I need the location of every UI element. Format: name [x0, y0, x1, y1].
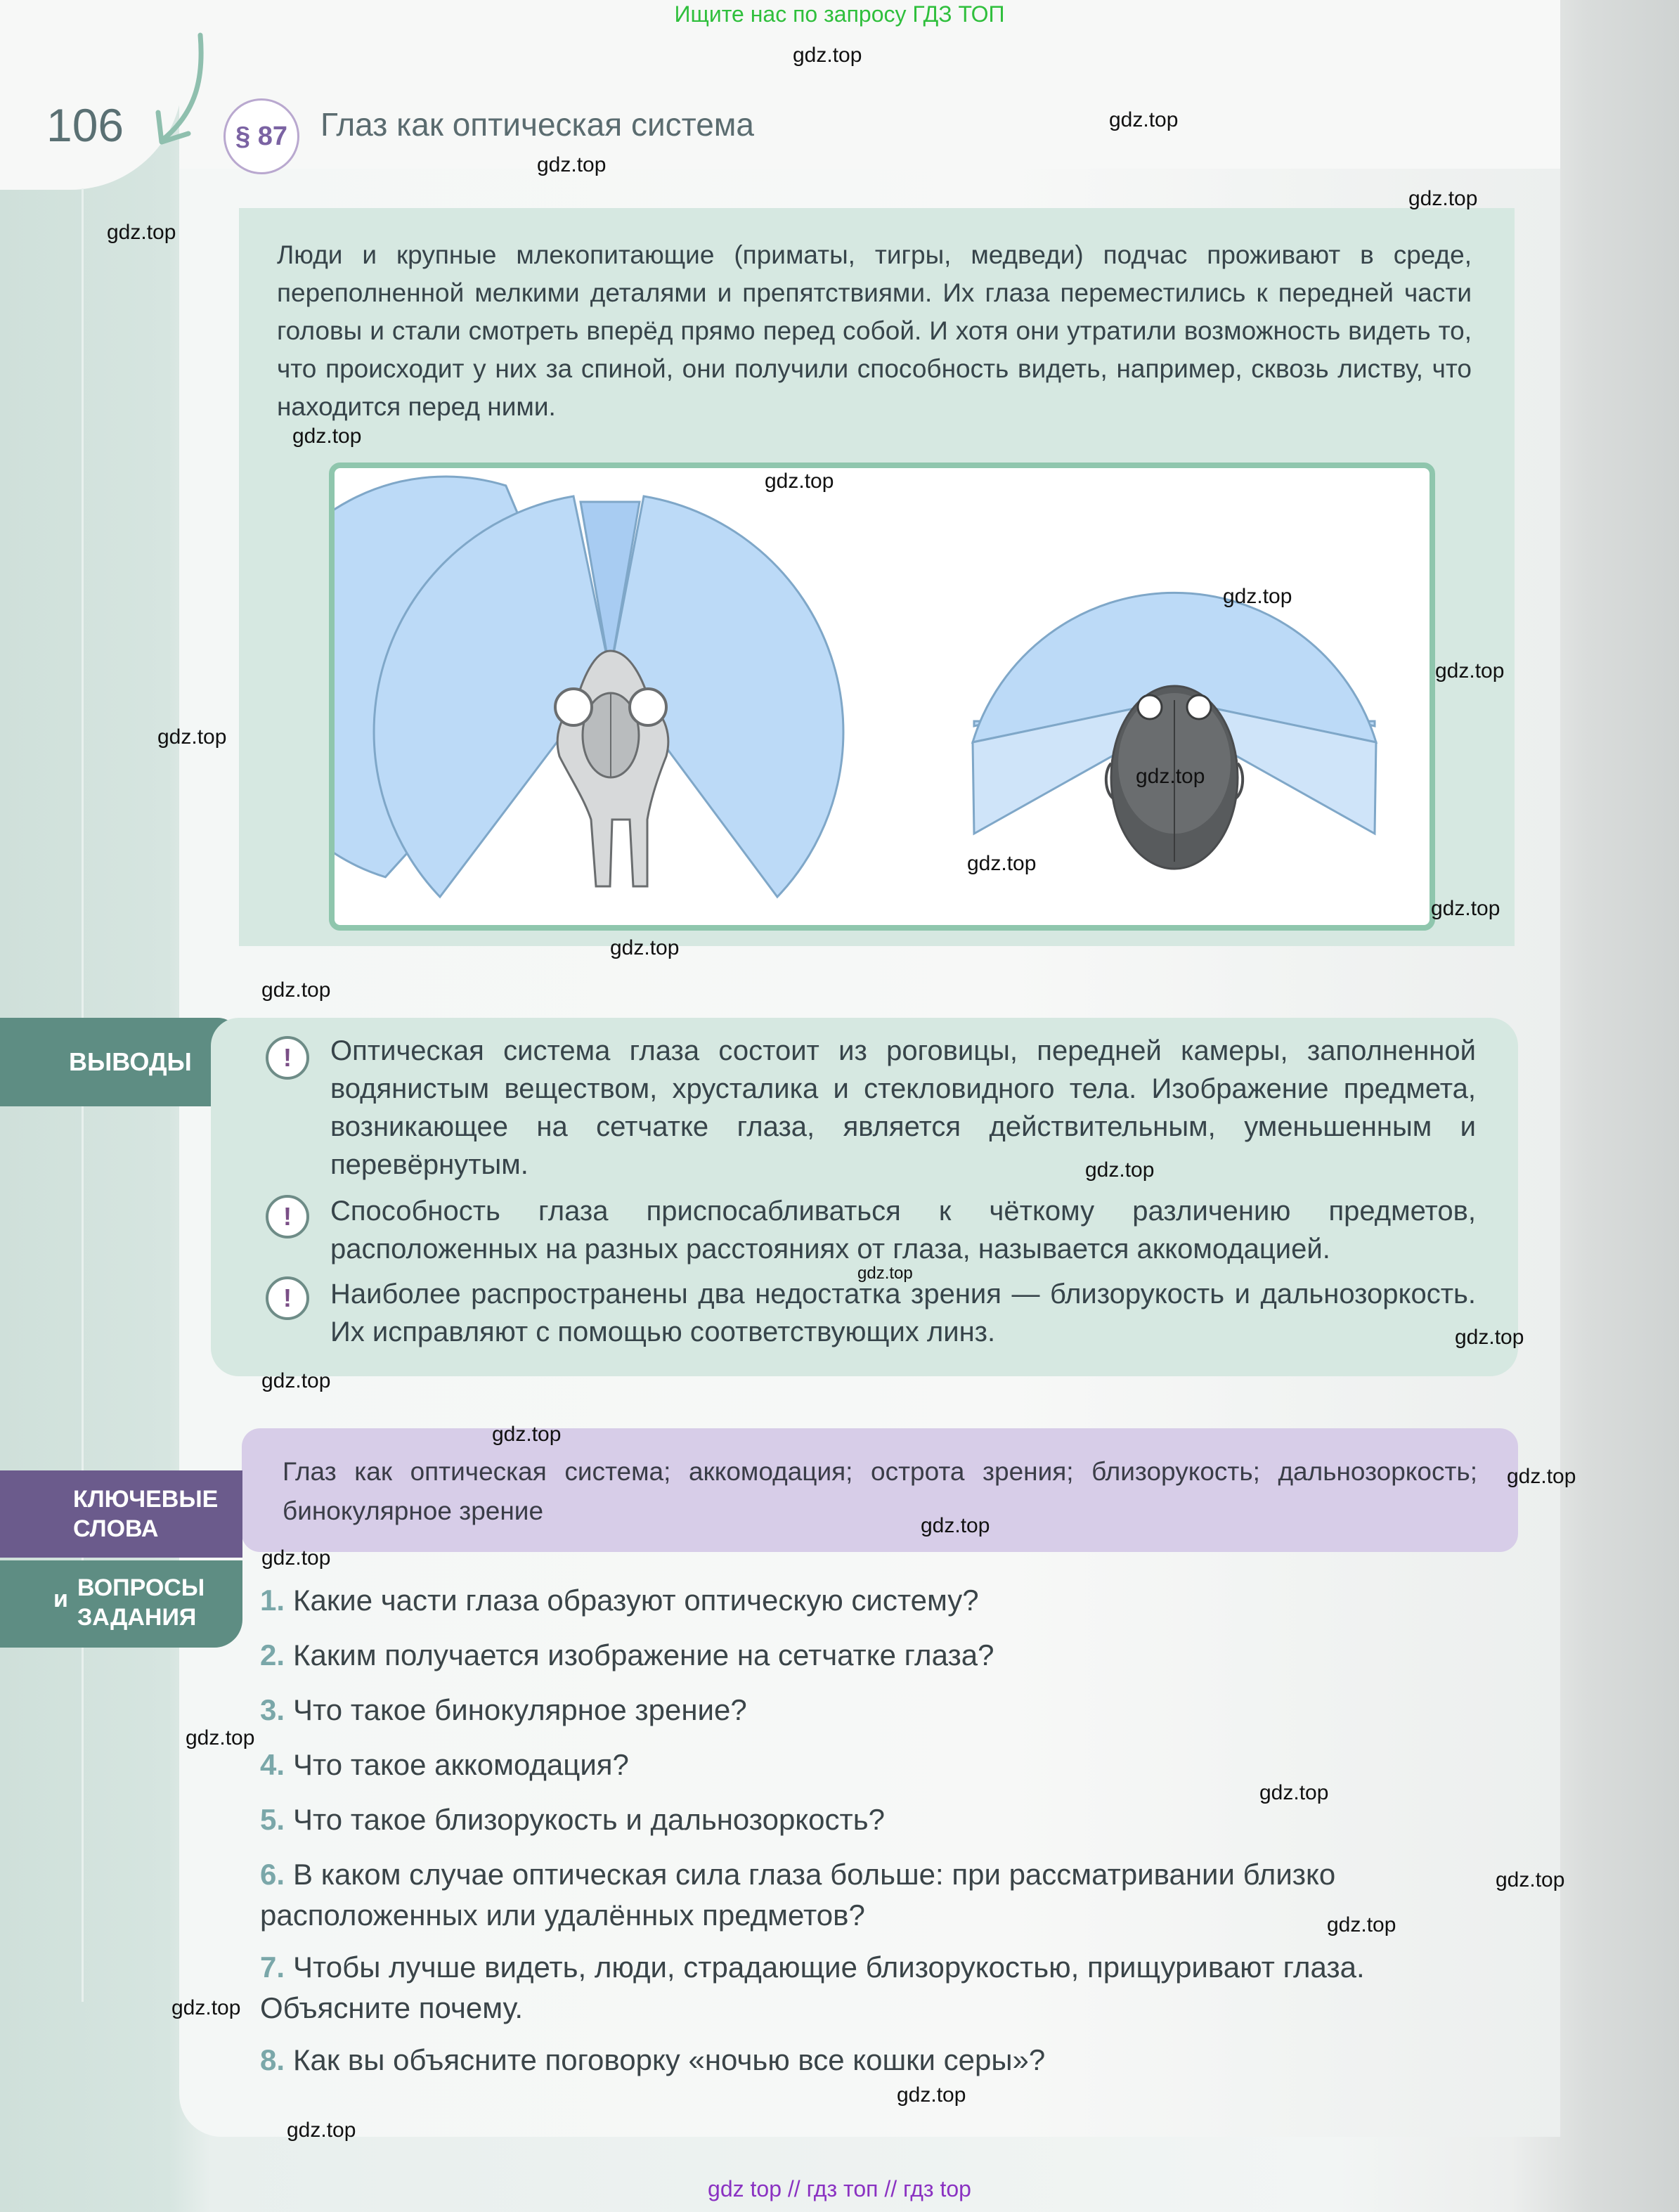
top-banner[interactable]: Ищите нас по запросу ГДЗ ТОП	[674, 1, 1005, 27]
watermark: gdz.top	[1085, 1158, 1155, 1182]
question-item	[260, 1745, 1483, 1785]
question-text: Что такое бинокулярное зрение?	[293, 1693, 747, 1726]
watermark: gdz.top	[261, 1546, 331, 1570]
question-text: Каким получается изображение на сетчатке глаза?	[293, 1638, 994, 1671]
question-number: 7.	[260, 1951, 285, 1984]
question-text: Какие части глаза образуют оптическую систему?	[293, 1584, 979, 1617]
watermark: gdz.top	[1259, 1781, 1329, 1804]
human-right-eye	[1187, 695, 1211, 719]
watermark: gdz.top	[793, 44, 862, 67]
watermark: gdz.top	[261, 978, 331, 1002]
watermark: gdz.top	[292, 425, 362, 448]
animal-right-eye	[630, 689, 666, 725]
question-number: 4.	[260, 1748, 285, 1781]
tab-keywords-line1: КЛЮЧЕВЫЕ	[73, 1486, 219, 1513]
watermark: gdz.top	[1408, 187, 1478, 210]
watermark: gdz.top	[261, 1369, 331, 1392]
exclamation-icon: !	[266, 1276, 309, 1320]
watermark: gdz.top	[492, 1423, 562, 1446]
question-number: 3.	[260, 1693, 285, 1726]
watermark: gdz.top	[186, 1726, 255, 1749]
watermark: gdz.top	[1507, 1465, 1576, 1488]
watermark: gdz.top	[1136, 765, 1205, 788]
curved-arrow-icon	[148, 28, 225, 155]
tab-conclusions: ВЫВОДЫ	[0, 1018, 239, 1106]
question-text: Как вы объясните поговорку «ночью все кошки серы»?	[293, 2043, 1046, 2076]
bottom-banner[interactable]: gdz top // гдз топ // гдз top	[708, 2176, 971, 2201]
watermark: gdz.top	[1496, 1868, 1565, 1891]
watermark: gdz.top	[967, 852, 1037, 875]
question-text: В каком случае оптическая сила глаза больше: при рассматривании близко расположенных или удалённых предметов?	[260, 1858, 1336, 1932]
watermark: gdz.top	[107, 221, 176, 244]
question-item	[260, 1635, 1483, 1676]
question-text: Чтобы лучше видеть, люди, страдающие близорукостью, прищуривают глаза. Объясните почему.	[260, 1951, 1365, 2024]
section-title: Глаз как оптическая система	[320, 106, 754, 143]
question-item	[260, 1580, 1483, 1621]
field-of-view-figure	[329, 463, 1435, 931]
question-item	[260, 1947, 1483, 2029]
question-number: 1.	[260, 1584, 285, 1617]
keywords-text: Глаз как оптическая система; аккомодация; острота зрения; близорукость; дальнозоркость; бинокулярное зрение	[283, 1457, 1477, 1525]
tab-keywords-line2: СЛОВА	[73, 1515, 159, 1542]
exclamation-icon: !	[266, 1036, 309, 1080]
watermark: gdz.top	[287, 2119, 356, 2142]
conclusion-1: Оптическая система глаза состоит из роговицы, передней камеры, заполненной водянистым веществом, хрусталика и стекловидного тела. Изображение предмета, возникающее на сетчатке глаза, является действительным, уменьшенным и перевёрнутым.	[330, 1035, 1476, 1180]
question-number: 2.	[260, 1638, 285, 1671]
tab-questions-and: и	[53, 1586, 68, 1612]
watermark: gdz.top	[610, 936, 680, 959]
question-text: Что такое аккомодация?	[293, 1748, 629, 1781]
question-text: Что такое близорукость и дальнозоркость?	[293, 1803, 885, 1836]
watermark: gdz.top	[1327, 1913, 1396, 1936]
exclamation-icon: !	[266, 1195, 309, 1238]
field-of-view-drawing	[335, 468, 1430, 925]
question-number: 6.	[260, 1858, 285, 1891]
watermark: gdz.top	[857, 1264, 913, 1283]
conclusion-3: Наиболее распространены два недостатка зрения — близорукость и дальнозоркость. Их исправляют с помощью соответствующих линз.	[330, 1279, 1476, 1347]
watermark: gdz.top	[897, 2083, 966, 2107]
watermark: gdz.top	[157, 725, 227, 749]
tab-questions	[0, 1560, 242, 1648]
question-item	[260, 1799, 1483, 1840]
watermark: gdz.top	[1455, 1326, 1524, 1349]
tab-keywords	[0, 1470, 242, 1558]
conclusion-2: Способность глаза приспосабливаться к чёткому различению предметов, расположенных на разных расстояниях от глаза, называется аккомодацией.	[330, 1196, 1476, 1265]
question-number: 5.	[260, 1803, 285, 1836]
tab-questions-line1: ВОПРОСЫ	[77, 1574, 205, 1601]
question-item	[260, 1690, 1483, 1731]
watermark: gdz.top	[1223, 585, 1292, 608]
section-number-badge: § 87	[223, 98, 299, 174]
watermark: gdz.top	[921, 1514, 990, 1537]
question-item	[260, 2040, 1483, 2081]
question-number: 8.	[260, 2043, 285, 2076]
watermark: gdz.top	[171, 1996, 241, 2019]
intro-text: Люди и крупные млекопитающие (приматы, тигры, медведи) подчас проживают в среде, переполненной мелкими деталями и препятствиями. Их глаза переместились к передней части головы и стали смотреть вперёд прямо перед собой. И хотя они утратили возможность видеть то, что происходит у них за спиной, они получили способность видеть, например, сквозь листву, что находится перед ними.	[277, 240, 1472, 421]
watermark: gdz.top	[1435, 659, 1505, 683]
animal-left-eye	[555, 689, 592, 725]
human-left-eye	[1138, 695, 1162, 719]
watermark: gdz.top	[1109, 108, 1179, 131]
tab-questions-line2: ЗАДАНИЯ	[77, 1604, 197, 1631]
question-item	[260, 1854, 1483, 1936]
watermark: gdz.top	[765, 470, 834, 493]
animal-diagram	[335, 477, 843, 897]
page-number: 106	[46, 99, 124, 151]
watermark: gdz.top	[1431, 897, 1500, 920]
watermark: gdz.top	[537, 153, 607, 176]
